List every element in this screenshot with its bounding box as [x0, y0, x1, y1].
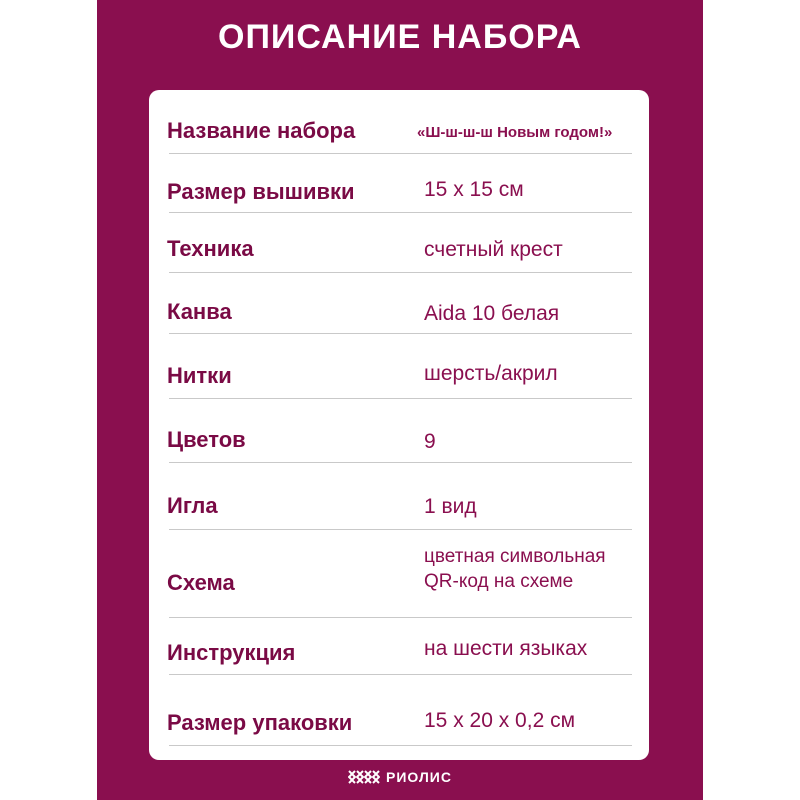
row-divider	[169, 617, 632, 618]
row-divider	[169, 212, 632, 213]
row-value: 9	[424, 430, 436, 453]
brand-footer	[97, 765, 703, 789]
row-label: Техника	[167, 236, 254, 261]
row-label: Размер упаковки	[167, 710, 353, 735]
row-divider	[169, 462, 632, 463]
row-value: на шести языках	[424, 637, 588, 660]
info-card	[149, 90, 649, 760]
row-label: Нитки	[167, 363, 232, 388]
row-value: 15 x 20 x 0,2 см	[424, 709, 576, 732]
row-value: 15 x 15 см	[424, 178, 524, 201]
row-divider	[169, 674, 632, 675]
row-divider	[169, 272, 632, 273]
row-label: Размер вышивки	[167, 179, 355, 204]
row-divider	[169, 398, 632, 399]
row-divider	[169, 153, 632, 154]
page-title: ОПИСАНИЕ НАБОРА	[218, 18, 582, 56]
row-label: Цветов	[167, 427, 246, 452]
row-value: «Ш-ш-ш-ш Новым годом!»	[417, 124, 613, 141]
row-value: Aida 10 белая	[424, 302, 560, 325]
brand-name: РИОЛИС	[386, 769, 452, 785]
row-value-line1: цветная символьная	[424, 546, 606, 567]
poster	[97, 0, 703, 800]
row-value: шерсть/акрил	[424, 362, 558, 385]
row-value: счетный крест	[424, 238, 563, 261]
row-label: Инструкция	[167, 640, 296, 665]
row-label: Схема	[167, 570, 235, 595]
row-label: Канва	[167, 299, 232, 324]
row-divider	[169, 529, 632, 530]
row-label: Название набора	[167, 118, 356, 143]
riolis-logo-icon	[348, 769, 380, 785]
row-divider	[169, 745, 632, 746]
row-divider	[169, 333, 632, 334]
row-label: Игла	[167, 493, 218, 518]
row-value: 1 вид	[424, 495, 477, 518]
row-value-line2: QR-код на схеме	[424, 571, 574, 592]
